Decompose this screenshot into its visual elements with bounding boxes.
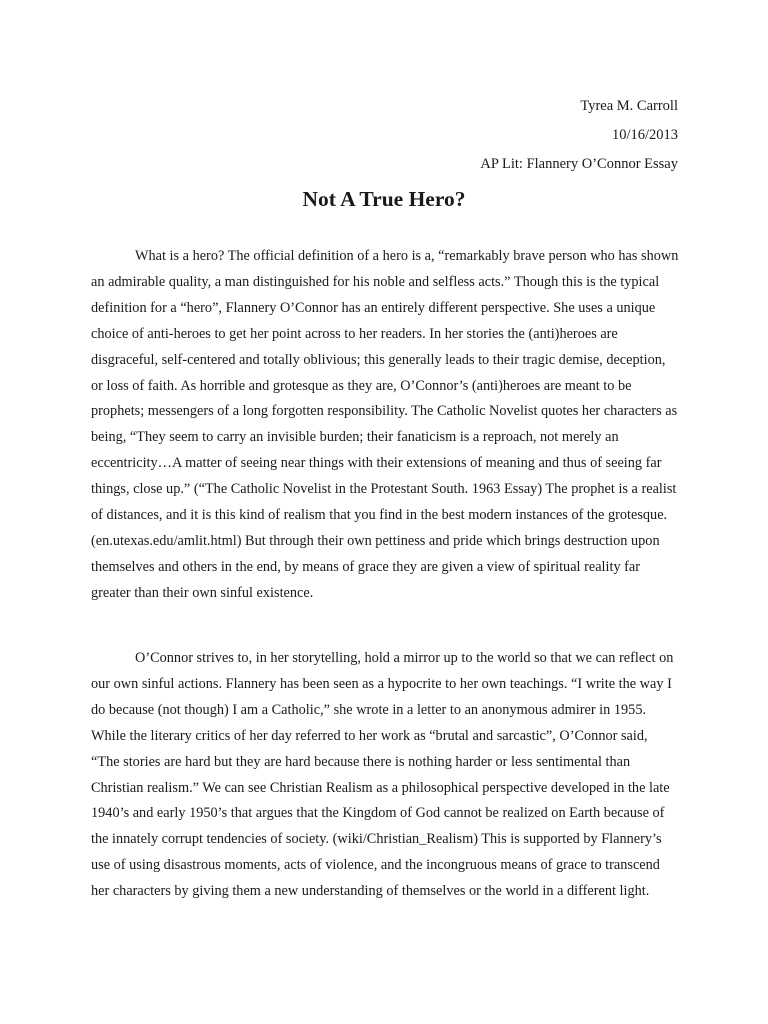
paragraph-1 bbox=[91, 244, 679, 607]
paragraph-2 bbox=[91, 646, 679, 905]
essay-header bbox=[480, 92, 678, 179]
essay-title: Not A True Hero? bbox=[302, 187, 466, 211]
course-name: AP Lit: Flannery O’Connor Essay bbox=[480, 156, 678, 172]
author-name: Tyrea M. Carroll bbox=[580, 98, 678, 114]
essay-date: 10/16/2013 bbox=[611, 127, 678, 143]
paragraph-1-text: What is a hero? The official definition of a hero is a, “remarkably brave person who has shown an admirable quality, a man distinguished for his noble and selfless acts.” Though this is the typical definition for a “hero”, Flannery O’Connor has an entirely different perspective. She uses a unique choice of anti-heroes to get her point across to her readers. In her stories the (anti)heroes are disgraceful, self-centered and totally oblivious; this generally leads to their tragic demise, deception, or loss of faith. As horrible and grotesque as they are, O’Connor’s (anti)heroes are meant to be prophets; messengers of a long forgotten responsibility. The Catholic Novelist quotes her characters as being, “They seem to carry an invisible burden; their fanaticism is a reproach, not merely an eccentricity…A matter of seeing near things with their extensions of meaning and thus of seeing far things, close up.” (“The Catholic Novelist in the Protestant South. 1963 Essay) The prophet is a realist of distances, and it is this kind of realism that you find in the best modern instances of the grotesque. (en.utexas.edu/amlit.html) But through their own pettiness and pride which brings destruction upon themselves and others in the end, by means of grace they are given a view of spiritual reality far greater than their own sinful existence. bbox=[91, 248, 679, 601]
paragraph-2-text: O’Connor strives to, in her storytelling, hold a mirror up to the world so that we can reflect on our own sinful actions. Flannery has been seen as a hypocrite to her own teachings. “I write the way I do because (not though) I am a Catholic,” she wrote in a letter to an anonymous admirer in 1955. While the literary critics of her day referred to her work as “brutal and sarcastic”, O’Connor said, “The stories are hard but they are hard because there is nothing harder or less sentimental than Christian realism.” We can see Christian Realism as a philosophical perspective developed in the late 1940’s and early 1950’s that argues that the Kingdom of God cannot be realized on Earth because of the innately corrupt tendencies of society. (wiki/Christian_Realism) This is supported by Flannery’s use of using disastrous moments, acts of violence, and the incongruous means of grace to transcend her characters by giving them a new understanding of themselves or the world in a different light. bbox=[91, 650, 674, 900]
